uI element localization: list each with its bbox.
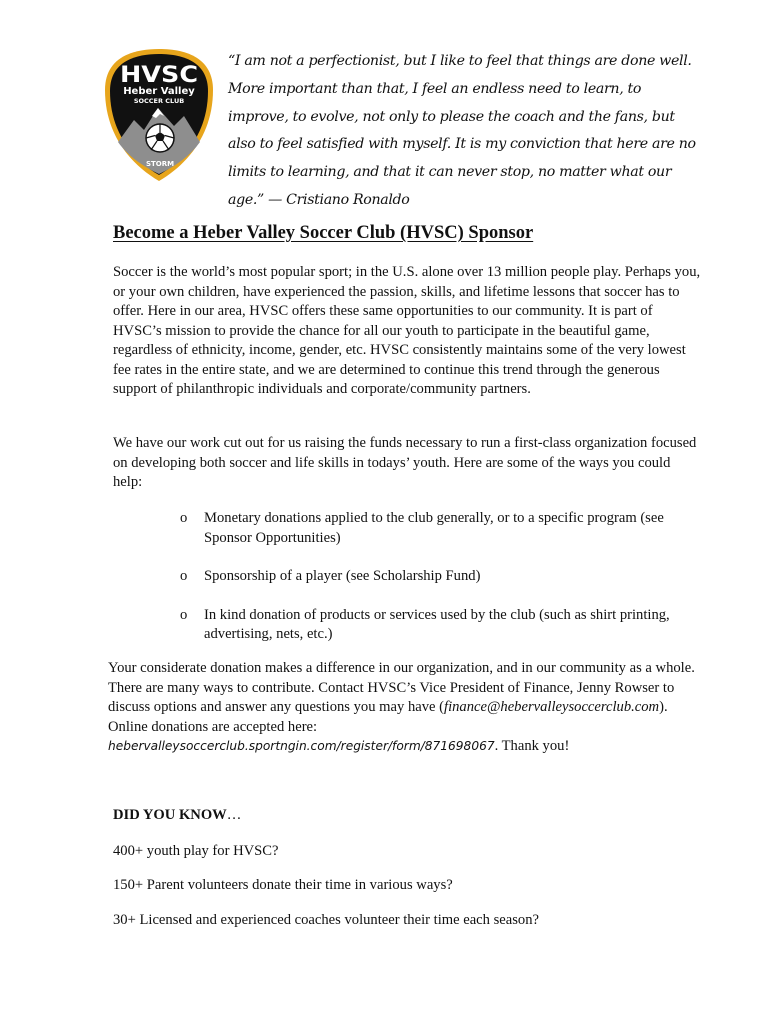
bullet-text: Monetary donations applied to the club generally, or to a specific program (see Sponsor Opportunities) [204,510,664,546]
list-item [180,509,680,548]
logo-tagline: STORM [145,160,175,168]
donation-text: Your considerate donation makes a difference in our organization, and in our community as a whole. There are many ways to contribute. Contact HVSC’s Vice President of Finance, Jenny Rowser to discuss options and answer any questions you may have ( [108,660,695,715]
list-item [180,567,680,587]
bullet-marker: o [180,568,188,584]
logo-line2: Heber Valley [123,86,195,97]
page-title: Become a Heber Valley Soccer Club (HVSC) Sponsor [113,223,534,243]
donation-text-cont: ). Online donations are accepted here: [108,699,668,735]
did-you-know-heading [113,807,241,824]
bullet-text: Sponsorship of a player (see Scholarship Fund) [204,568,481,584]
logo-line3: SOCCER CLUB [133,97,185,105]
list-item [180,606,680,645]
did-you-know-ellipsis: … [226,807,242,823]
donation-paragraph [108,659,708,757]
finance-email-link[interactable]: finance@hebervalleysoccerclub.com [444,699,660,715]
logo-name: HVSC [120,63,198,88]
ronaldo-quote: “I am not a perfectionist, but I like to feel that things are done well. More important than that, I feel an endless need to learn, to improve, to evolve, not only to please the coach and the fans, but also to feel satisfied with myself. It is my conviction that here are no limits to learning, and that it can never stop, no matter what our age.” — Cristiano Ronaldo [228,53,696,208]
fact-parent-volunteers: 150+ Parent volunteers donate their time in various ways? [113,877,453,893]
fundraising-paragraph: We have our work cut out for us raising the funds necessary to run a first-class organization focused on developing both soccer and life skills in todays’ youth. Here are some of the ways you could help: [113,435,697,490]
hvsc-logo [100,46,218,184]
bullet-marker: o [180,510,188,526]
fact-coaches: 30+ Licensed and experienced coaches volunteer their time each season? [113,912,539,928]
intro-paragraph: Soccer is the world’s most popular sport; in the U.S. alone over 13 million people play. Perhaps you, or your own children, have experienced the passion, skills, and lifetime lessons that soccer has to offer. Here in our area, HVSC offers these same opportunities to our community. It is part of HVSC’s mission to provide the chance for all our youth to participate in the beautiful game, regardless of ethnicity, income, gender, etc. HVSC consistently maintains some of the very lowest fee rates in the entire state, and we are determined to continue this trend through the generous support of philanthropic individuals and corporate/community partners. [113,264,701,397]
thank-you-text: . Thank you! [494,738,570,754]
donation-url-link[interactable]: hebervalleysoccerclub.sportngin.com/register/form/871698067 [108,739,495,753]
bullet-marker: o [180,606,188,623]
fact-youth-count: 400+ youth play for HVSC? [113,843,279,859]
did-you-know-title: DID YOU KNOW [113,807,227,823]
ways-to-help-list [180,509,680,664]
bullet-text: In kind donation of products or services used by the club (such as shirt printing, advertising, nets, etc.) [204,606,670,642]
